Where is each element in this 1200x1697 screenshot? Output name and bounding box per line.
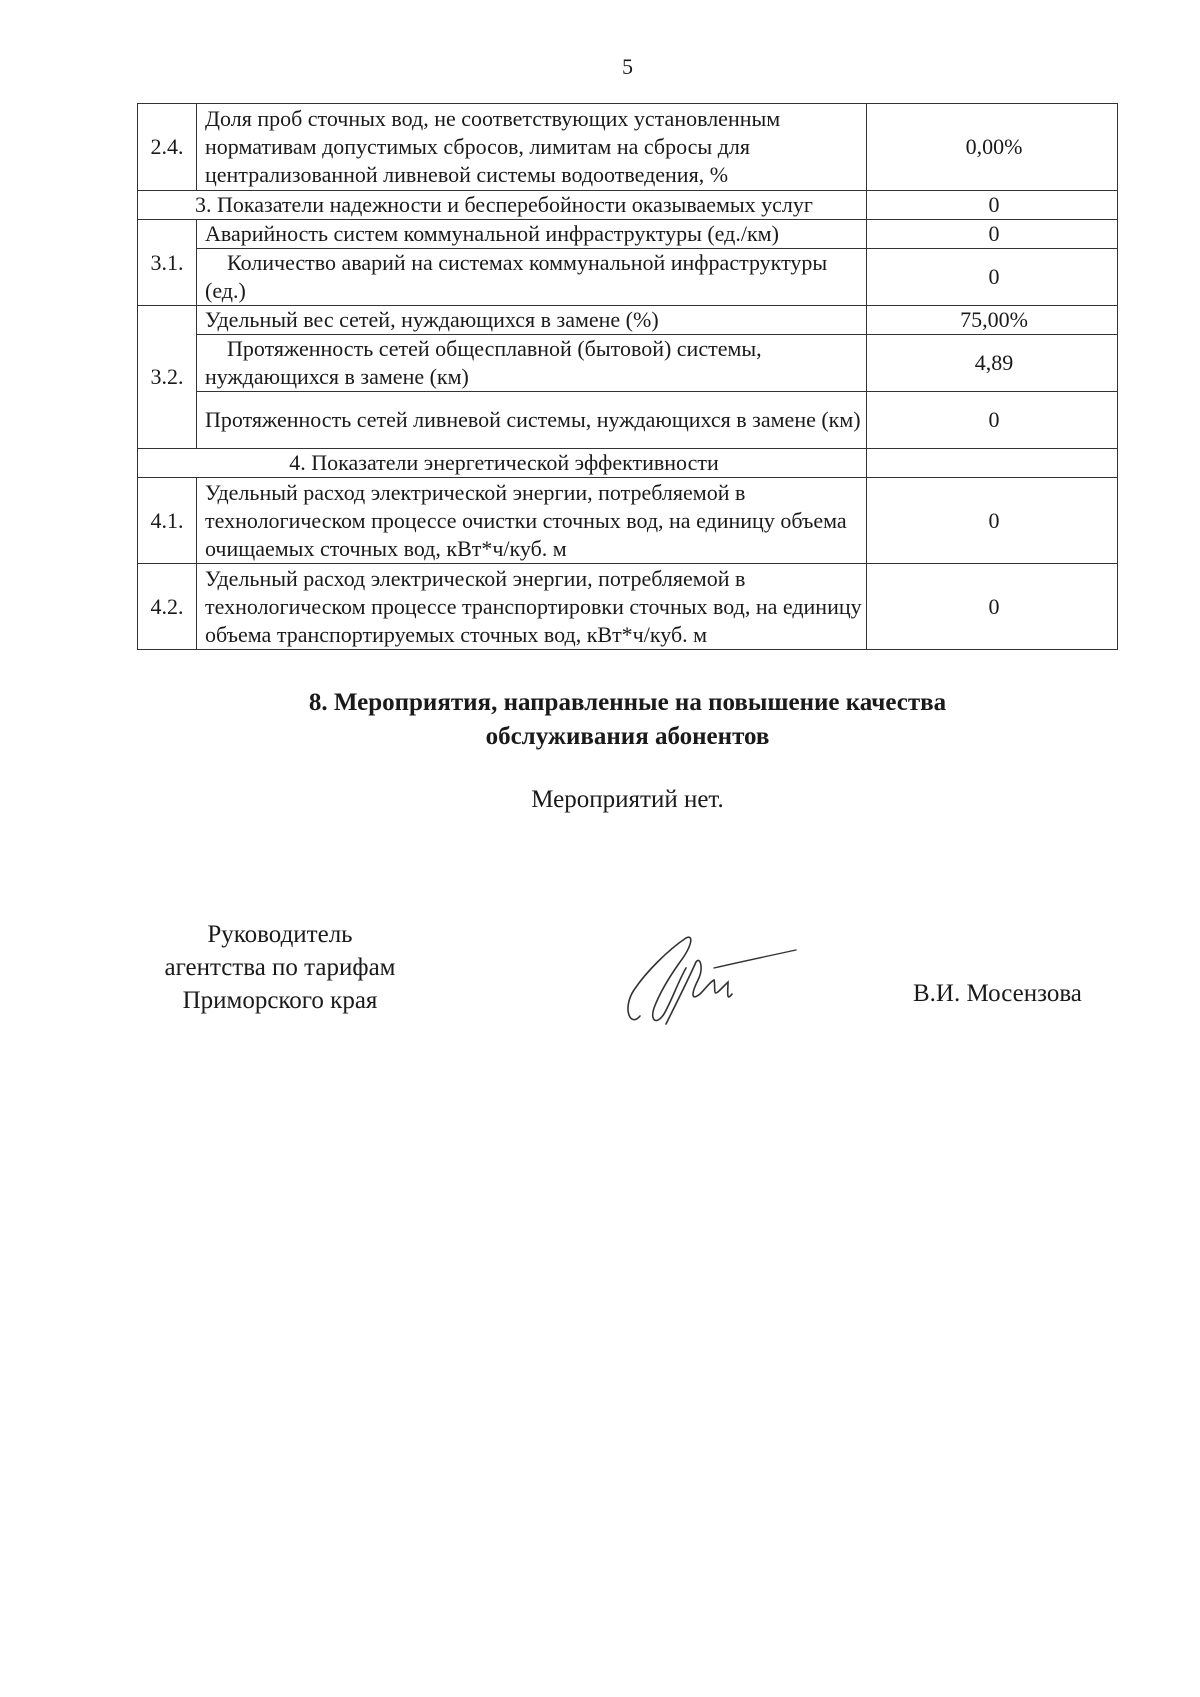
signer-name: В.И. Мосензова	[913, 980, 1082, 1007]
handwritten-signature	[620, 928, 800, 1038]
indicator-value: 0	[867, 478, 1118, 564]
indicator-value: 0	[867, 564, 1118, 650]
table-row	[138, 449, 1118, 478]
row-number: 2.4.	[138, 104, 197, 191]
signer-position-line: агентства по тарифам	[164, 954, 396, 981]
page-number: 5	[622, 54, 633, 79]
indicator-name: Удельный вес сетей, нуждающихся в замене (%)	[197, 306, 867, 335]
indicator-name: Протяженность сетей ливневой системы, нуждающихся в замене (км)	[197, 392, 867, 449]
table-row	[138, 478, 1118, 564]
indicator-name: Доля проб сточных вод, не соответствующих установленным нормативам допустимых сбросов, лимитам на сбросы для централизованной ливневой системы водоотведения, %	[197, 104, 867, 191]
indicator-value	[867, 449, 1118, 478]
signer-position	[120, 918, 440, 1017]
indicator-value: 75,00%	[867, 306, 1118, 335]
table-row	[138, 104, 1118, 191]
indicator-value: 0	[867, 220, 1118, 249]
indicator-name: Удельный расход электрической энергии, потребляемой в технологическом процессе транспортировки сточных вод, на единицу объема транспортируемых сточных вод, кВт*ч/куб. м	[197, 564, 867, 650]
table-row	[138, 335, 1118, 392]
section-row-title: 4. Показатели энергетической эффективности	[138, 449, 867, 478]
table-row	[138, 306, 1118, 335]
row-number: 4.1.	[138, 478, 197, 564]
indicator-value: 0	[867, 249, 1118, 306]
row-number: 3.1.	[138, 220, 197, 306]
table-row	[138, 392, 1118, 449]
section-heading-line: обслуживания абонентов	[485, 723, 770, 750]
indicator-name: Аварийность систем коммунальной инфраструктуры (ед./км)	[197, 220, 867, 249]
indicator-value: 0,00%	[867, 104, 1118, 191]
indicator-name: Удельный расход электрической энергии, потребляемой в технологическом процессе очистки сточных вод, на единицу объема очищаемых сточных вод, кВт*ч/куб. м	[197, 478, 867, 564]
table-row	[138, 191, 1118, 220]
indicator-value: 0	[867, 392, 1118, 449]
row-number: 3.2.	[138, 306, 197, 449]
table-row	[138, 564, 1118, 650]
signer-position-line: Руководитель	[207, 921, 353, 948]
section-row-title: 3. Показатели надежности и бесперебойности оказываемых услуг	[138, 191, 867, 220]
table-row	[138, 220, 1118, 249]
row-number: 4.2.	[138, 564, 197, 650]
section-body-text: Мероприятий нет.	[531, 786, 724, 813]
table-row	[138, 249, 1118, 306]
indicators-table	[137, 103, 1118, 650]
indicator-value: 0	[867, 191, 1118, 220]
signer-position-line: Приморского края	[182, 987, 378, 1014]
indicator-name: Количество аварий на системах коммунальной инфраструктуры (ед.)	[197, 249, 867, 306]
indicator-value: 4,89	[867, 335, 1118, 392]
section-heading-line: 8. Мероприятия, направленные на повышение качества	[308, 689, 947, 716]
section-heading	[0, 686, 1200, 754]
indicator-name: Протяженность сетей общесплавной (бытовой) системы, нуждающихся в замене (км)	[197, 335, 867, 392]
